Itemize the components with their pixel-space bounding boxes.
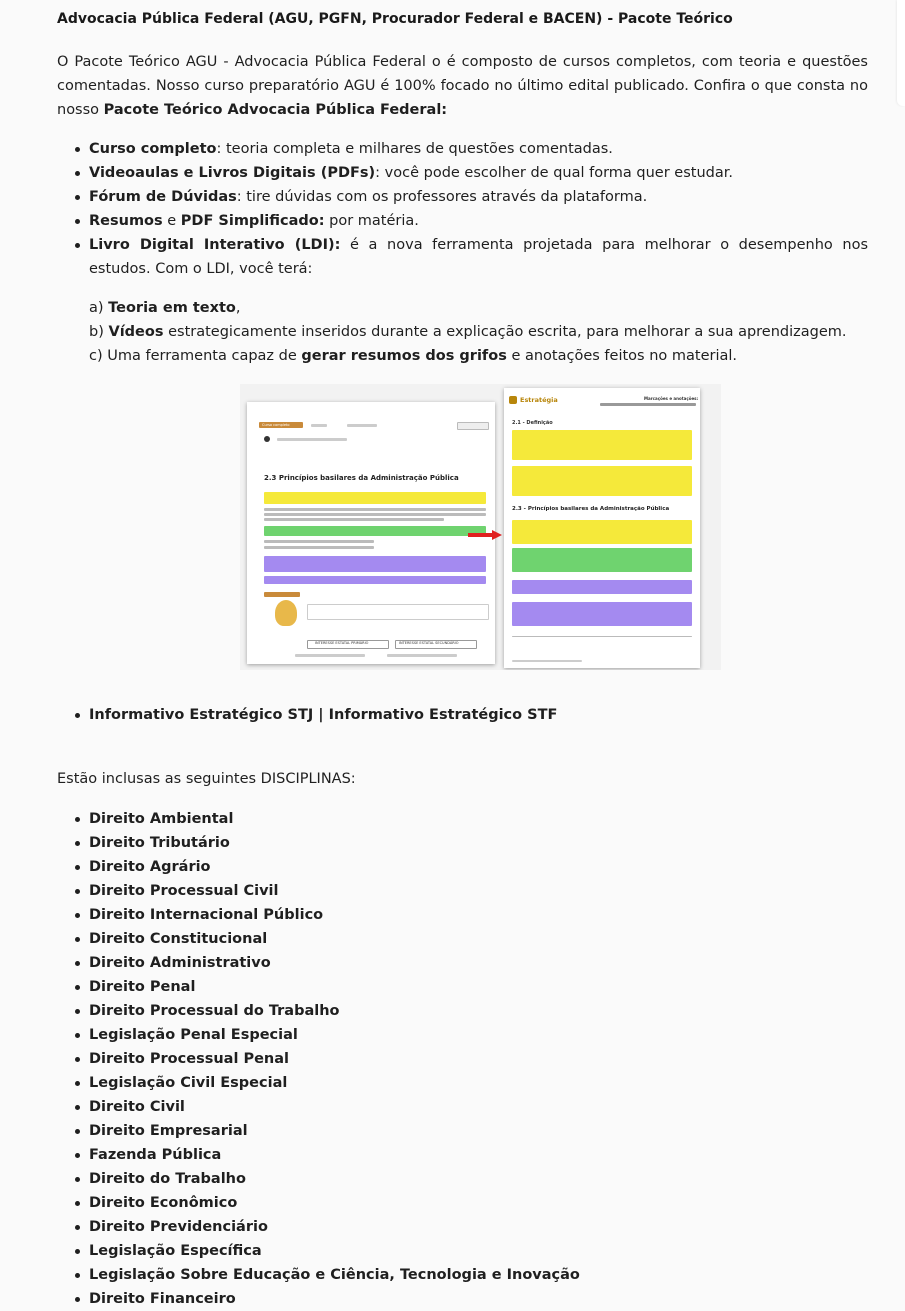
ldi-prefix: a) xyxy=(89,300,109,316)
highlight-purple xyxy=(264,556,486,572)
discipline-item xyxy=(57,807,868,831)
line xyxy=(264,508,486,511)
discipline-name: Direito Processual do Trabalho xyxy=(89,1003,340,1019)
line xyxy=(264,540,374,543)
informativo-text: Informativo Estratégico STJ | Informativo Estratégico STF xyxy=(89,707,558,723)
feature-conj: e xyxy=(162,213,181,229)
ldi-bold: Vídeos xyxy=(108,324,164,340)
informativo-list xyxy=(57,703,868,727)
feature-item xyxy=(57,233,868,281)
tab-button xyxy=(457,422,489,430)
ldi-rest: estrategicamente inseridos durante a explicação escrita, para melhorar a sua aprendizagem. xyxy=(163,324,847,340)
discipline-item xyxy=(57,1119,868,1143)
discipline-item xyxy=(57,1047,868,1071)
right-header: Marcações e anotações: xyxy=(644,396,699,401)
feature-title: Fórum de Dúvidas xyxy=(89,189,237,205)
discipline-name: Direito Processual Civil xyxy=(89,883,279,899)
box-primary-label: INTERESSE ESTATAL PRIMÁRIO xyxy=(315,641,369,645)
ldi-rest: e anotações feitos no material. xyxy=(506,348,738,364)
discipline-name: Direito Administrativo xyxy=(89,955,271,971)
discipline-name: Direito Empresarial xyxy=(89,1123,248,1139)
right-section-2: 2.3 - Princípios basilares da Administração Pública xyxy=(512,506,670,512)
right-section-1: 2.1 - Definição xyxy=(512,420,553,426)
discipline-item xyxy=(57,1191,868,1215)
feature-item xyxy=(57,137,868,161)
highlight-purple xyxy=(512,602,692,626)
discipline-name: Direito do Trabalho xyxy=(89,1171,246,1187)
feature-title: Livro Digital Interativo (LDI): xyxy=(89,237,341,253)
line xyxy=(387,654,457,657)
brand-name: Estratégia xyxy=(520,396,558,404)
discipline-item xyxy=(57,903,868,927)
discipline-name: Direito Ambiental xyxy=(89,811,234,827)
highlight-green xyxy=(264,526,486,536)
fique-atento-badge xyxy=(264,592,300,597)
footer-line xyxy=(512,660,582,662)
discipline-item xyxy=(57,1239,868,1263)
discipline-item xyxy=(57,1143,868,1167)
feature-title: Curso completo xyxy=(89,141,217,157)
feature-item xyxy=(57,185,868,209)
intro-text: O Pacote Teórico AGU - Advocacia Pública Federal o é composto de cursos completos, com teoria e questões comentadas. Nosso curso preparatório AGU é 100% focado no último edital publicado. Confira o que consta no nosso xyxy=(57,54,868,118)
disciplines-label: Estão inclusas as seguintes DISCIPLINAS: xyxy=(57,771,356,787)
discipline-item xyxy=(57,855,868,879)
ldi-item xyxy=(89,344,847,368)
ldi-page-right xyxy=(504,388,700,668)
discipline-name: Direito Processual Penal xyxy=(89,1051,289,1067)
figure-left-title: 2.3 Princípios basilares da Administração Pública xyxy=(264,474,459,482)
disciplines-list xyxy=(57,807,868,1311)
line xyxy=(295,654,365,657)
line xyxy=(264,518,444,521)
discipline-name: Legislação Civil Especial xyxy=(89,1075,288,1091)
estrategia-logo-icon xyxy=(509,396,517,404)
feature-list xyxy=(57,137,868,281)
line xyxy=(264,546,374,549)
tab-line xyxy=(347,424,377,427)
feature-title: Resumos xyxy=(89,213,163,229)
discipline-item xyxy=(57,1215,868,1239)
feature-desc: por matéria. xyxy=(324,213,419,229)
highlight-purple xyxy=(264,576,486,584)
ldi-preview-image xyxy=(240,384,721,670)
informativo-item xyxy=(57,703,868,727)
discipline-item xyxy=(57,1167,868,1191)
intro-bold: Pacote Teórico Advocacia Pública Federal: xyxy=(103,102,448,118)
ldi-page-left xyxy=(247,402,495,664)
discipline-item xyxy=(57,879,868,903)
discipline-item xyxy=(57,951,868,975)
highlight-yellow xyxy=(264,492,486,504)
line xyxy=(277,438,347,441)
discipline-name: Direito Internacional Público xyxy=(89,907,324,923)
ldi-item xyxy=(89,296,847,320)
ldi-rest: , xyxy=(235,300,241,316)
divider xyxy=(512,636,692,637)
discipline-name: Legislação Sobre Educação e Ciência, Tecnologia e Inovação xyxy=(89,1267,580,1283)
note-box xyxy=(307,604,489,620)
discipline-name: Direito Econômico xyxy=(89,1195,238,1211)
highlight-yellow xyxy=(512,466,692,496)
discipline-name: Direito Agrário xyxy=(89,859,211,875)
line xyxy=(264,513,486,516)
intro-paragraph xyxy=(57,50,868,122)
highlight-yellow xyxy=(512,430,692,460)
highlight-green xyxy=(512,548,692,572)
discipline-name: Direito Previdenciário xyxy=(89,1219,268,1235)
feature-desc: é a nova ferramenta projetada para melhorar o desempenho nos estudos. Com o LDI, você terá: xyxy=(89,237,869,277)
feature-desc: : teoria completa e milhares de questões comentadas. xyxy=(216,141,613,157)
discipline-name: Direito Tributário xyxy=(89,835,230,851)
line xyxy=(600,403,696,406)
play-icon xyxy=(264,436,270,442)
discipline-name: Direito Penal xyxy=(89,979,196,995)
discipline-item xyxy=(57,1287,868,1311)
discipline-item xyxy=(57,927,868,951)
tab-label: Curso completo xyxy=(262,423,290,427)
tab-line xyxy=(311,424,327,427)
discipline-item xyxy=(57,1095,868,1119)
arrow-right-icon xyxy=(468,530,502,540)
feature-desc: : tire dúvidas com os professores através da plataforma. xyxy=(236,189,648,205)
discipline-item xyxy=(57,999,868,1023)
mascot-icon xyxy=(275,600,297,626)
ldi-list xyxy=(89,296,847,368)
scrollbar[interactable] xyxy=(897,0,905,106)
discipline-item xyxy=(57,831,868,855)
box-secondary-label: INTERESSE ESTATAL SECUNDÁRIO xyxy=(399,641,459,645)
discipline-name: Fazenda Pública xyxy=(89,1147,222,1163)
discipline-name: Direito Financeiro xyxy=(89,1291,236,1307)
ldi-bold: Teoria em texto xyxy=(108,300,236,316)
page-title: Advocacia Pública Federal (AGU, PGFN, Procurador Federal e BACEN) - Pacote Teórico xyxy=(57,11,733,27)
ldi-prefix: b) xyxy=(89,324,109,340)
feature-desc: : você pode escolher de qual forma quer estudar. xyxy=(375,165,733,181)
discipline-name: Direito Civil xyxy=(89,1099,185,1115)
ldi-bold: gerar resumos dos grifos xyxy=(301,348,507,364)
discipline-name: Legislação Específica xyxy=(89,1243,262,1259)
feature-item xyxy=(57,209,868,233)
feature-item xyxy=(57,161,868,185)
discipline-item xyxy=(57,1071,868,1095)
ldi-prefix: c) Uma ferramenta capaz de xyxy=(89,348,302,364)
ldi-item xyxy=(89,320,847,344)
feature-title-2: PDF Simplificado: xyxy=(180,213,325,229)
highlight-yellow xyxy=(512,520,692,544)
discipline-name: Direito Constitucional xyxy=(89,931,268,947)
discipline-item xyxy=(57,1263,868,1287)
discipline-name: Legislação Penal Especial xyxy=(89,1027,298,1043)
feature-title: Videoaulas e Livros Digitais (PDFs) xyxy=(89,165,376,181)
highlight-purple xyxy=(512,580,692,594)
discipline-item xyxy=(57,1023,868,1047)
discipline-item xyxy=(57,975,868,999)
